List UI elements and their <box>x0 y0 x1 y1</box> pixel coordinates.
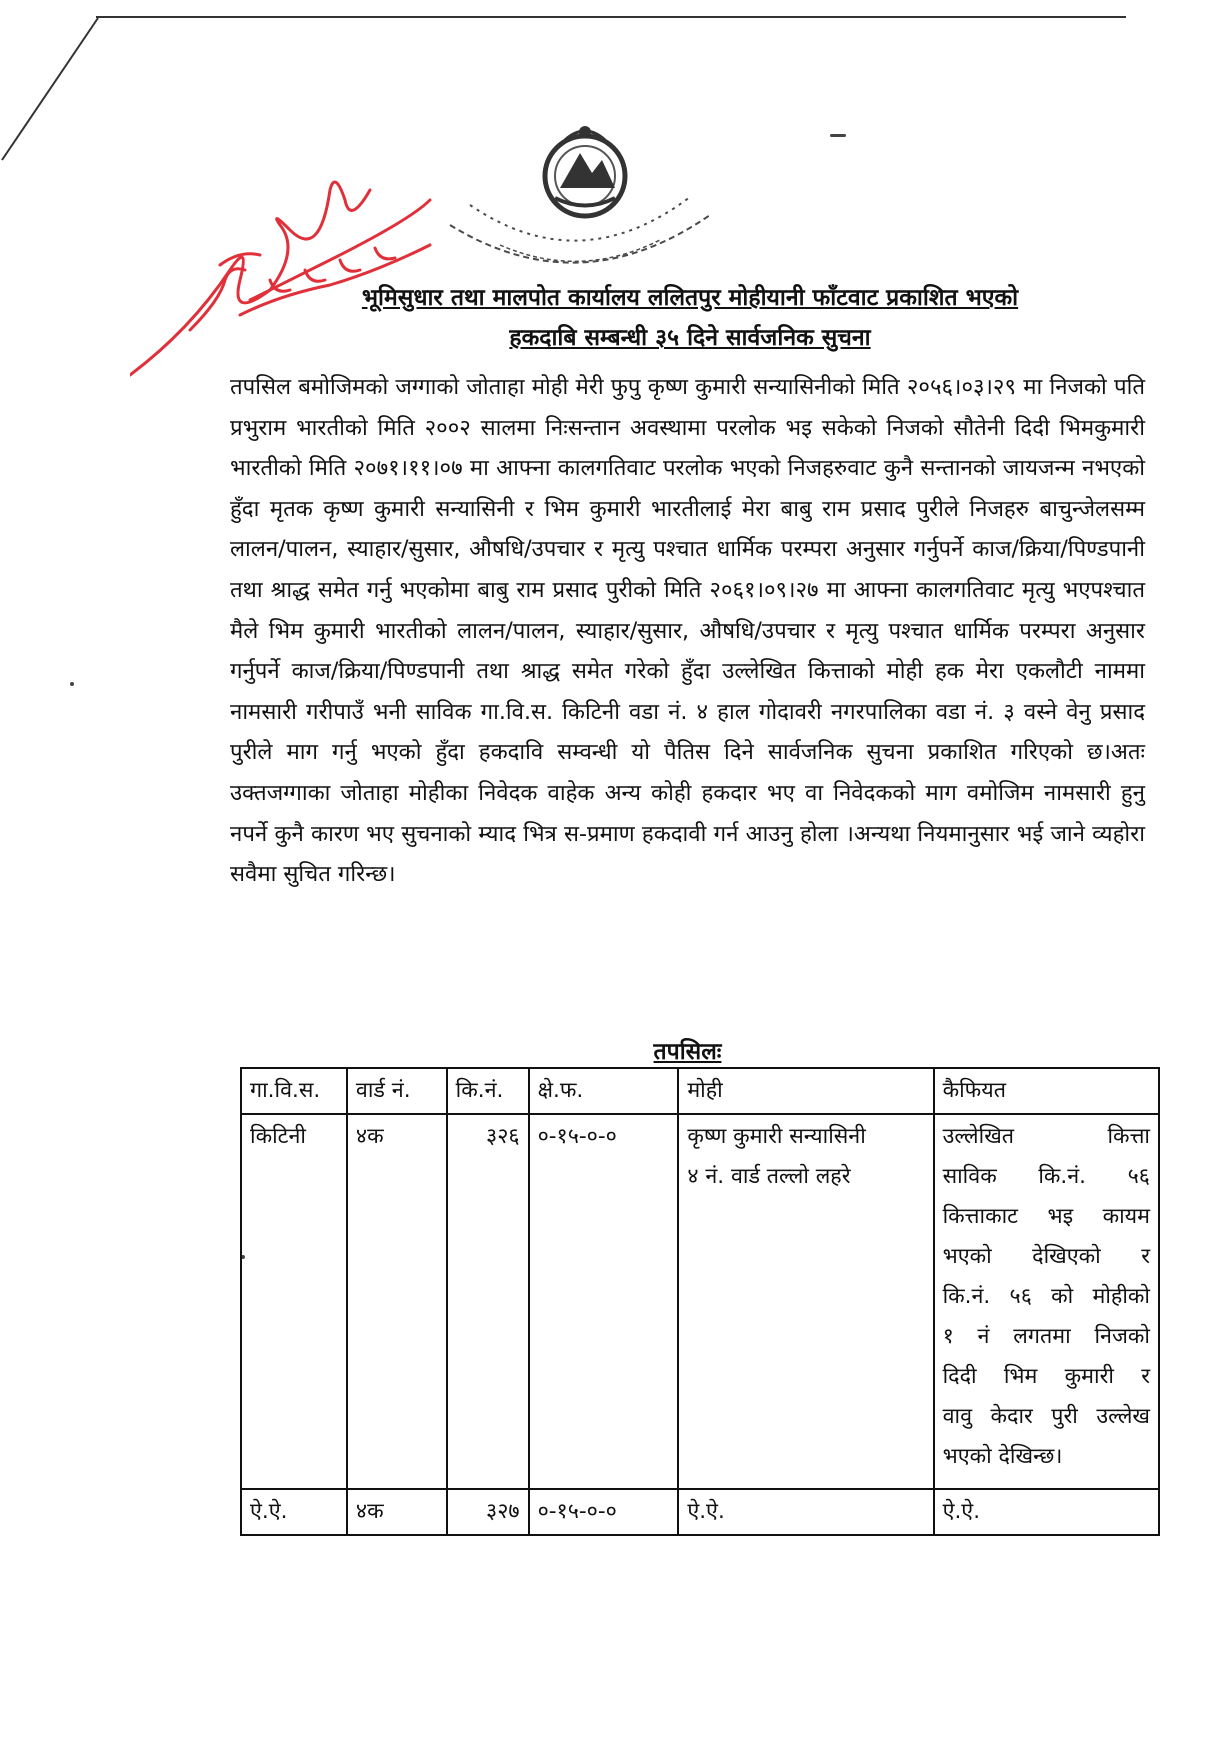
header-ward: वार्ड नं. <box>347 1068 447 1114</box>
scan-dust <box>830 134 846 137</box>
remark-line: भएको देखिन्छ। <box>942 1444 1063 1469</box>
table-header-row <box>241 1068 1159 1114</box>
tenant-line: ४ नं. वार्ड तल्लो लहरे <box>687 1164 851 1189</box>
remark-line: उल्लेखित कित्ता <box>942 1124 1150 1149</box>
notice-body: तपसिल बमोजिमको जग्गाको जोताहा मोही मेरी फुपु कृष्ण कुमारी सन्यासिनीको मिति २०५६।०३।२९ मा निजको पति प्रभुराम भारतीको मिति २००२ सालमा निःसन्तान अवस्थामा परलोक भइ सकेको निजको सौतेनी दिदी भिमकुमारी भारतीको मिति २०७१।११।०७ मा आफ्ना कालगतिवाट परलोक भएको निजहरुवाट कुनै सन्तानको जायजन्म नभएको हुँदा मृतक कृष्ण कुमारी सन्यासिनी र भिम कुमारी भारतीलाई मेरा बाबु राम प्रसाद पुरीले निजहरु बाचुन्जेलसम्म लालन/पालन, स्याहार/सुसार, औषधि/उपचार र मृत्यु पश्चात धार्मिक परम्परा अनुसार गर्नुपर्ने काज/क्रिया/पिण्डपानी तथा श्राद्ध समेत गर्नु भएकोमा बाबु राम प्रसाद पुरीको मिति २०६१।०९।२७ मा आफ्ना कालगतिवाट मृत्यु भएपश्चात मैले भिम कुमारी भारतीको लालन/पालन, स्याहार/सुसार, औषधि/उपचार र मृत्यु पश्चात धार्मिक परम्परा अनुसार गर्नुपर्ने काज/क्रिया/पिण्डपानी तथा श्राद्ध समेत गरेको हुँदा उल्लेखित कित्ताको मोही हक मेरा एकलौटी नाममा नामसारी गरीपाउँ भनी साविक गा.वि.स. किटिनी वडा नं. ४ हाल गोदावरी नगरपालिका वडा नं. ३ वस्ने वेनु प्रसाद पुरीले माग गर्नु भएको हुँदा हकदावि सम्वन्धी यो पैतिस दिने सार्वजनिक सुचना प्रकाशित गरिएको छ।अतः उक्तजग्गाका जोताहा मोहीका निवेदक वाहेक अन्य कोही हकदार भए वा निवेदकको माग वमोजिम नामसारी हुनु नपर्ने कुनै कारण भए सुचनाको म्याद भित्र स-प्रमाण हकदावी गर्न आउनु होला ।अन्यथा नियमानुसार भई जाने व्यहोरा सवैमा सुचित गरिन्छ। <box>230 374 1145 888</box>
cell-area: ०-१५-०-० <box>529 1489 679 1535</box>
remark-line: १ नं लगतमा निजको <box>942 1324 1150 1349</box>
header-area: क्षे.फ. <box>529 1068 679 1114</box>
table-row <box>241 1114 1159 1489</box>
header-tenant: मोही <box>678 1068 933 1114</box>
header-vdc: गा.वि.स. <box>241 1068 347 1114</box>
remark-line: दिदी भिम कुमारी र <box>942 1364 1150 1389</box>
header-remarks: कैफियत <box>934 1068 1159 1114</box>
remark-line: कि.नं. ५६ को मोहीको <box>942 1284 1150 1309</box>
cell-plot-no: ३२७ <box>447 1489 529 1535</box>
scan-dust <box>70 682 74 686</box>
office-stamp <box>440 185 720 285</box>
notice-title <box>300 278 1080 358</box>
notice-title-line-2: हकदाबि सम्बन्धी ३५ दिने सार्वजनिक सुचना <box>509 325 871 351</box>
remark-line: कित्ताकाट भइ कायम <box>942 1204 1150 1229</box>
cell-tenant: ऐ.ऐ. <box>678 1489 933 1535</box>
remark-line: भएको देखिएको र <box>942 1244 1150 1269</box>
table-row <box>241 1489 1159 1535</box>
details-table <box>240 1067 1160 1536</box>
notice-title-line-1: भूमिसुधार तथा मालपोत कार्यालय ललितपुर मोहीयानी फाँटवाट प्रकाशित भएको <box>361 285 1019 311</box>
cell-ward: ४क <box>347 1489 447 1535</box>
cell-remarks: ऐ.ऐ. <box>934 1489 1159 1535</box>
cell-remarks <box>934 1114 1159 1489</box>
scan-corner-edge <box>0 0 110 170</box>
cell-tenant <box>678 1114 933 1489</box>
cell-vdc: किटिनी <box>241 1114 347 1489</box>
header-plot-no: कि.नं. <box>447 1068 529 1114</box>
remark-line: वावु केदार पुरी उल्लेख <box>942 1404 1150 1429</box>
cell-area: ०-१५-०-० <box>529 1114 679 1489</box>
table-heading: तपसिलः <box>653 1039 722 1065</box>
cell-vdc: ऐ.ऐ. <box>241 1489 347 1535</box>
scan-edge-line <box>96 16 1126 18</box>
remark-line: साविक कि.नं. ५६ <box>942 1164 1150 1189</box>
tenant-line: कृष्ण कुमारी सन्यासिनी <box>687 1124 866 1149</box>
cell-ward: ४क <box>347 1114 447 1489</box>
cell-plot-no: ३२६ <box>447 1114 529 1489</box>
